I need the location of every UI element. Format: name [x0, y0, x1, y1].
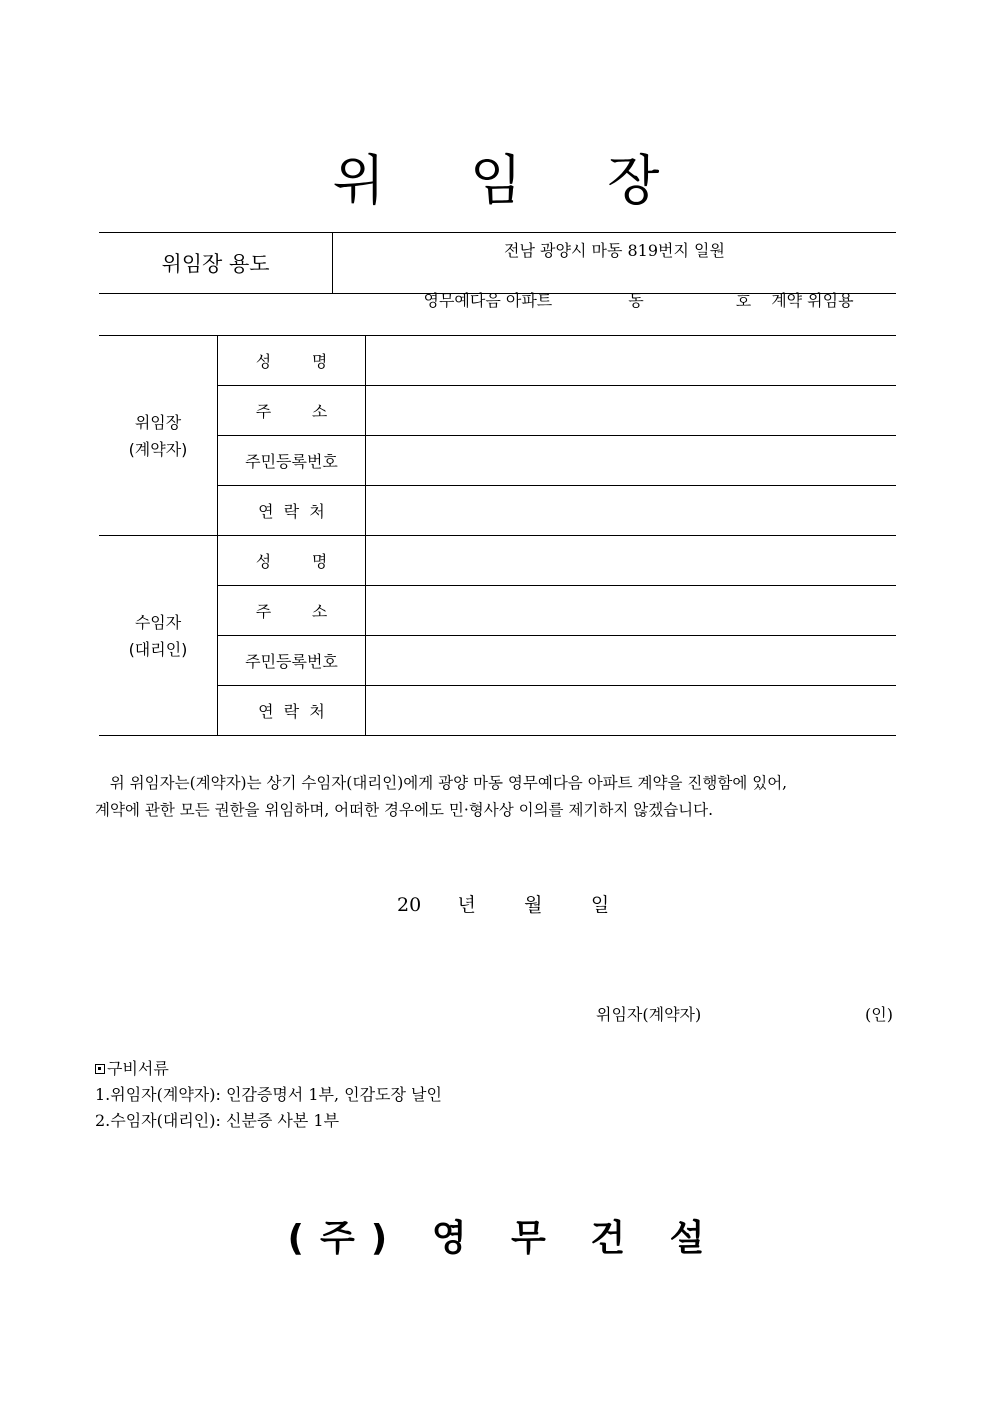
document-title: 위 임 장: [332, 149, 694, 212]
agent-id-field[interactable]: [366, 636, 897, 686]
delegator-name-field[interactable]: [366, 336, 897, 386]
agent-label-sub: (대리인): [128, 639, 188, 659]
company-name: (주) 영 무 건 설: [287, 1218, 721, 1259]
signature-label: 위임자(계약자): [596, 1005, 702, 1024]
purpose-ho: 호: [735, 291, 752, 310]
date-line: [397, 890, 609, 917]
purpose-address: 전남 광양시 마동 819번지 일원: [504, 241, 725, 260]
document-item: 2.수임자(대리인): 신분증 사본 1부: [95, 1111, 340, 1130]
agent-name-field[interactable]: [366, 536, 897, 586]
delegation-statement: [95, 770, 895, 824]
delegator-id-field[interactable]: [366, 436, 897, 486]
statement-line-2: 계약에 관한 모든 권한을 위임하며, 어떠한 경우에도 민·형사상 이의를 제기하지 않겠습니다.: [95, 801, 714, 819]
delegator-id-label: 주민등록번호: [218, 436, 366, 486]
agent-label: [99, 536, 218, 736]
square-bullet-icon: [95, 1064, 105, 1074]
delegator-address-label: 주 소: [218, 386, 366, 436]
delegator-contact-field[interactable]: [366, 486, 897, 536]
delegator-label: [99, 336, 218, 536]
agent-contact-field[interactable]: [366, 686, 897, 736]
party-info-table: [99, 335, 896, 736]
purpose-table: [99, 232, 896, 310]
agent-label-title: 수임자: [134, 612, 182, 632]
delegator-name-label: 성 명: [218, 336, 366, 386]
delegator-address-field[interactable]: [366, 386, 897, 436]
purpose-suffix: 계약 위임용: [771, 291, 854, 310]
agent-address-field[interactable]: [366, 586, 897, 636]
purpose-label: 위임장 용도: [99, 233, 333, 293]
purpose-dong: 동: [628, 291, 644, 310]
agent-address-label: 주 소: [218, 586, 366, 636]
date-day-unit: 일: [590, 894, 610, 916]
document-item: 1.위임자(계약자): 인감증명서 1부, 인감도장 날인: [95, 1085, 442, 1104]
agent-id-label: 주민등록번호: [218, 636, 366, 686]
date-year: 20: [397, 894, 422, 916]
date-year-unit: 년: [457, 894, 476, 916]
agent-contact-label: 연 락 처: [218, 686, 366, 736]
documents-heading: 구비서류: [107, 1059, 169, 1078]
agent-name-label: 성 명: [218, 536, 366, 586]
delegator-contact-label: 연 락 처: [218, 486, 366, 536]
purpose-content: [333, 233, 896, 310]
delegator-label-sub: (계약자): [128, 439, 188, 459]
required-documents: [95, 1056, 442, 1134]
delegator-label-title: 위임장: [134, 412, 182, 432]
purpose-unit-line: [393, 269, 854, 330]
statement-line-1: 위 위임자는(계약자)는 상기 수임자(대리인)에게 광양 마동 영무예다음 아파트 계약을 진행함에 있어,: [95, 774, 788, 792]
seal-mark: (인): [865, 1005, 893, 1024]
purpose-apartment: 영무예다음 아파트: [423, 291, 553, 310]
date-month-unit: 월: [524, 894, 543, 916]
